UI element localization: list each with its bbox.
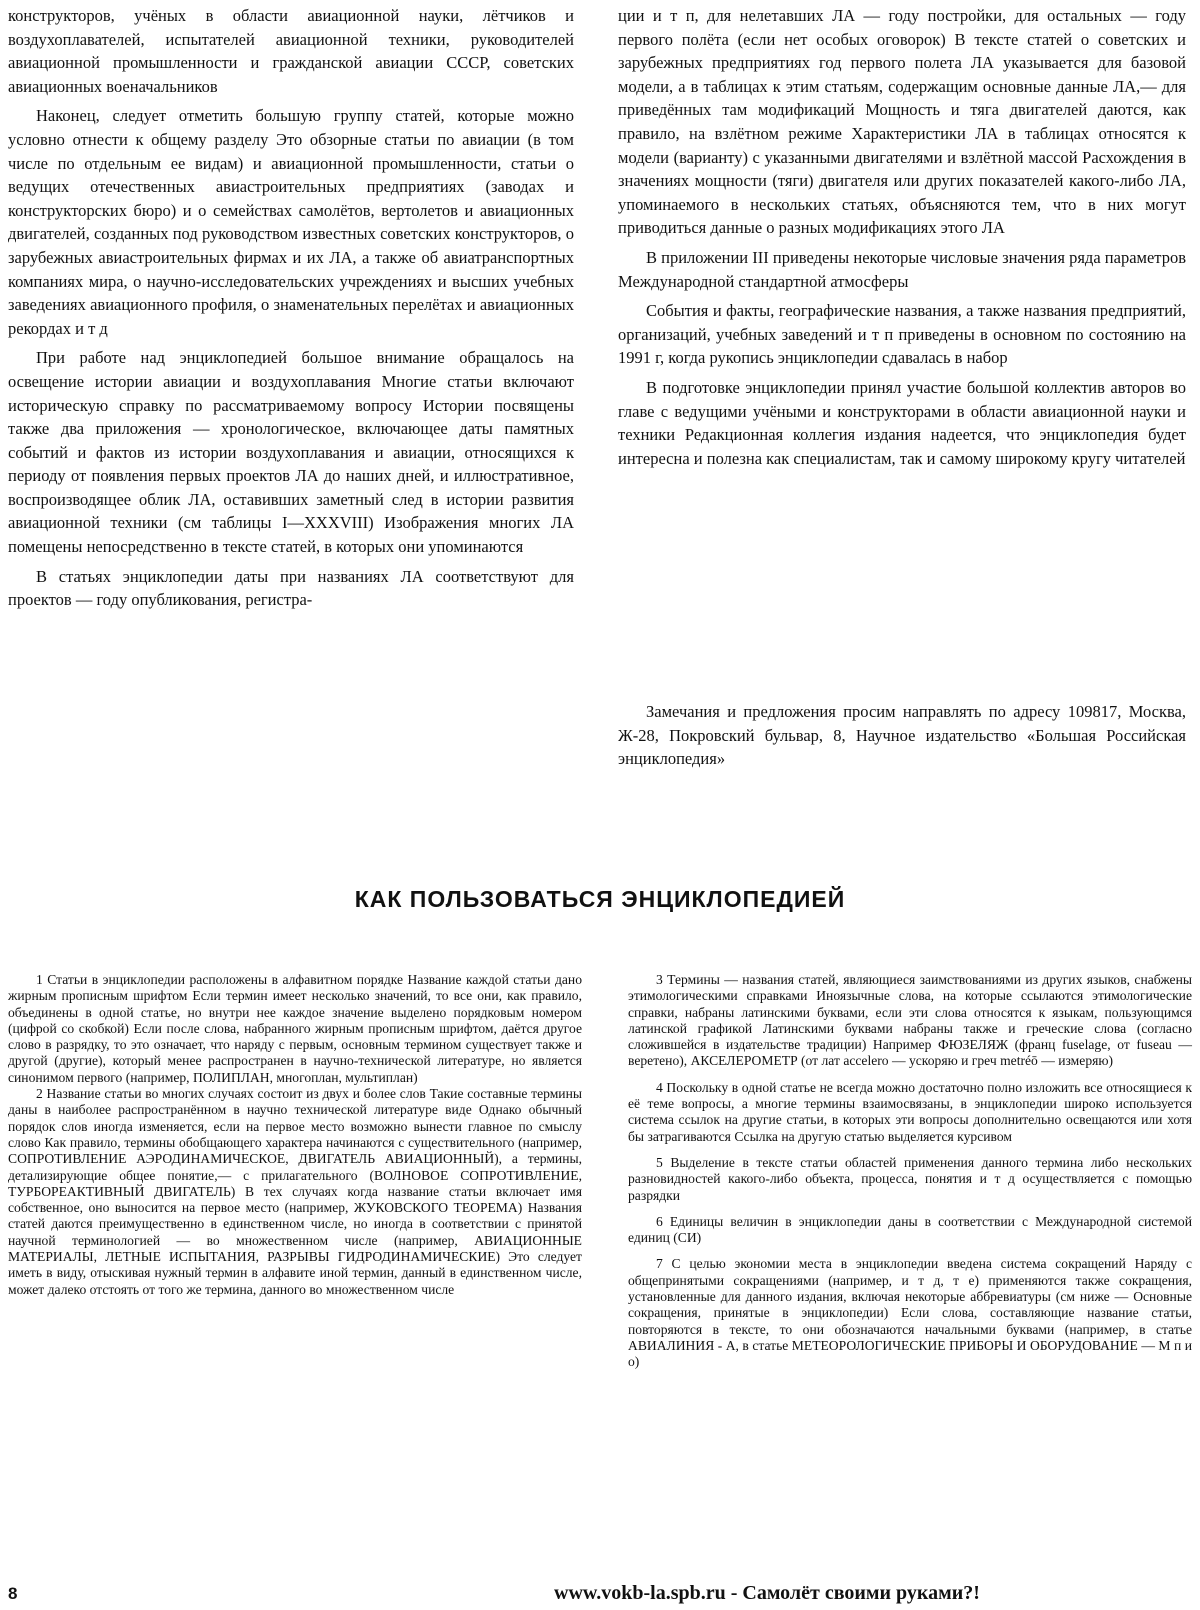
usage-column-left xyxy=(8,972,582,1298)
paragraph: ции и т п, для нелетавших ЛА — году постройки, для остальных — году первого полёта (если нет особых оговорок) В тексте статей о советских и зарубежных предприятиях год первого полета ЛА указывается для базовой модели, а в таблицах к этим статьям, содержащим основные данные ЛА,— для приведённых там модификаций Мощность и тяга двигателей даются, как правило, на взлётном режиме Характеристики ЛА в таблицах относятся к модели (варианту) с указанными двигателями и взлётной массой Расхождения в значениях мощности (тяги) двигателя или других показателей какого-либо ЛА, упоминаемого в нескольких статьях, объясняются тем, что в них могут приводиться данные о разных модификациях этого ЛА xyxy=(618,6,1186,238)
paragraph: В приложении III приведены некоторые числовые значения ряда параметров Международной стандартной атмосферы xyxy=(618,247,1186,291)
numbered-paragraph: 4 Поскольку в одной статье не всегда можно достаточно полно изложить все относящиеся к её теме вопросы, а многие термины взаимосвязаны, в энциклопедии широко используется система ссылок на другие статьи, в которых эти вопросы дополнительно освещаются или хотя бы затрагиваются Ссылка на другую статью выделяется курсивом xyxy=(628,1079,1192,1144)
paragraph: В подготовке энциклопедии принял участие большой коллектив авторов во главе с ведущими учёными и конструкторами в области авиационной науки и техники Редакционная коллегия издания надеется, что энциклопедия будет интересна и полезна как специалистам, так и самому широкому кругу читателей xyxy=(618,377,1186,468)
intro-column-right xyxy=(618,4,1186,476)
paragraph: При работе над энциклопедией большое внимание обращалось на освещение истории авиации и воздухоплавания Многие статьи включают историческую справку по рассматриваемому вопросу Истории посвящены также два приложения — хронологическое, включающее даты памятных событий и фактов из истории воздухоплавания и авиации, относящихся к периоду от появления первых проектов ЛА до наших дней, и иллюстративное, воспроизводящее облик ЛА, оставивших заметный след в истории развития авиационной техники (см таблицы I—XXXVIII) Изображения многих ЛА помещены непосредственно в тексте статей, в которых они упоминаются xyxy=(8,348,574,557)
section-title: КАК ПОЛЬЗОВАТЬСЯ ЭНЦИКЛОПЕДИЕЙ xyxy=(354,886,846,912)
address-text: Замечания и предложения просим направлять по адресу 109817, Москва, Ж-28, Покровский бульвар, 8, Научное издательство «Большая Российская энциклопедия» xyxy=(618,702,1186,769)
paragraph: конструкторов, учёных в области авиационной науки, лётчиков и воздухоплавателей, испытателей авиационной техники, руководителей авиационной промышленности и гражданской авиации СССР, советских авиационных военачальников xyxy=(8,6,574,96)
numbered-paragraph: 1 Статьи в энциклопедии расположены в алфавитном порядке Название каждой статьи дано жирным прописным шрифтом Если термин имеет несколько значений, то все они, как правило, объединены в одной статье, но внутри нее каждое значение выделено порядковым номером (цифрой со скобкой) Если после слова, набранного жирным прописным шрифтом, даётся другое слово в разрядку, то это означает, что наряду с первым, основным термином существует также и другой (другие), который менее распространен в научно-технической литературе, но является синонимом первого (например, ПОЛИПЛАН, многоплан, мультиплан) xyxy=(8,972,582,1085)
footer-website: www.vokb-la.spb.ru - Самолёт своими руками?! xyxy=(554,1582,980,1604)
paragraph: Наконец, следует отметить большую группу статей, которые можно условно отнести к общему разделу Это обзорные статьи по авиации (в том числе по отдельным ее видам) и авиационной промышленности, статьи о ведущих отечественных авиастроительных предприятиях (заводах и конструкторских бюро) и о семействах самолётов, вертолетов и авиационных двигателей, созданных под руководством известных советских конструкторов, о зарубежных авиастроительных фирмах и их ЛА, а также об авиатранспортных компаниях мира, о научно-исследовательских учреждениях и высших учебных заведениях авиационного профиля, о знаменательных перелётах и авиационных рекордах и т д xyxy=(8,106,574,338)
numbered-paragraph: 3 Термины — названия статей, являющиеся заимствованиями из других языков, снабжены этимологическими справками Иноязычные слова, на которые ссылаются этимологические справки, набраны латинскими буквами, если эти слова относятся к языкам, пользующимся латинской графикой Латинскими буквами набраны также и греческие слова (согласно сложившейся в издательстве традиции) Например ФЮЗЕЛЯЖ (франц fuselage, от fuseau — веретено), АКСЕЛЕРОМЕТР (от лат accelero — ускоряю и греч metréō — измеряю) xyxy=(628,972,1192,1069)
page-number: 8 xyxy=(8,1584,18,1603)
paragraph: В статьях энциклопедии даты при названиях ЛА соответствуют для проектов — году опубликования, регистра- xyxy=(8,566,574,610)
intro-column-left xyxy=(8,4,574,618)
paragraph: События и факты, географические названия, а также названия предприятий, организаций, учебных заведений и т п приведены в основном по состоянию на 1991 г, когда рукопись энциклопедии сдавалась в набор xyxy=(618,301,1186,368)
contact-address xyxy=(618,700,1186,771)
usage-column-right xyxy=(628,972,1192,1371)
numbered-paragraph: 7 С целью экономии места в энциклопедии введена система сокращений Наряду с общепринятыми сокращениями (например, и т д, т е) применяются также сокращения, установленные для данного издания, включая некоторые аббревиатуры (см ниже — Основные сокращения, принятые в энциклопедии) Если слова, составляющие название статьи, повторяются в тексте, то они обозначаются начальными буквами (например, в статье АВИАЛИНИЯ - А, в статье МЕТЕОРОЛОГИЧЕСКИЕ ПРИБОРЫ И ОБОРУДОВАНИЕ — М п и о) xyxy=(628,1256,1192,1370)
numbered-paragraph: 5 Выделение в тексте статьи областей применения данного термина либо нескольких разновидностей какого-либо объекта, процесса, понятия и т д осуществляется с помощью разрядки xyxy=(628,1154,1192,1203)
numbered-paragraph: 6 Единицы величин в энциклопедии даны в соответствии с Международной системой единиц (СИ) xyxy=(628,1213,1192,1246)
numbered-paragraph: 2 Название статьи во многих случаях состоит из двух и более слов Такие составные термины даны в наиболее распространённом в научно технической литературе виде Однако обычный порядок слов иногда изменяется, если на первое место возможно вынести главное по смыслу слово Как правило, термины обобщающего характера начинаются с существительного (например, СОПРОТИВЛЕНИЕ АЭРОДИНАМИЧЕСКОЕ, ДВИГАТЕЛЬ АВИАЦИОННЫЙ), а термины, детализирующие общее понятие,— с прилагательного (ВОЛНОВОЕ СОПРОТИВЛЕНИЕ, ТУРБОРЕАКТИВНЫЙ ДВИГАТЕЛЬ) В тех случаях когда название статьи включает имя собственное, оно выносится на первое место (например, ЖУКОВСКОГО ТЕОРЕМА) Названия статей даются преимущественно в единственном числе, но иногда в соответствии с принятой научной терминологией — во множественном числе (например, АВИАЦИОННЫЕ МАТЕРИАЛЫ, ЛЕТНЫЕ ИСПЫТАНИЯ, РАЗРЫВЫ ГИДРОДИНАМИЧЕСКИЕ) Это следует иметь в виду, отыскивая нужный термин в алфавите иной термин, данный в единственном числе, может далеко отстоять от того же термина, данного во множественном числе xyxy=(8,1086,582,1297)
